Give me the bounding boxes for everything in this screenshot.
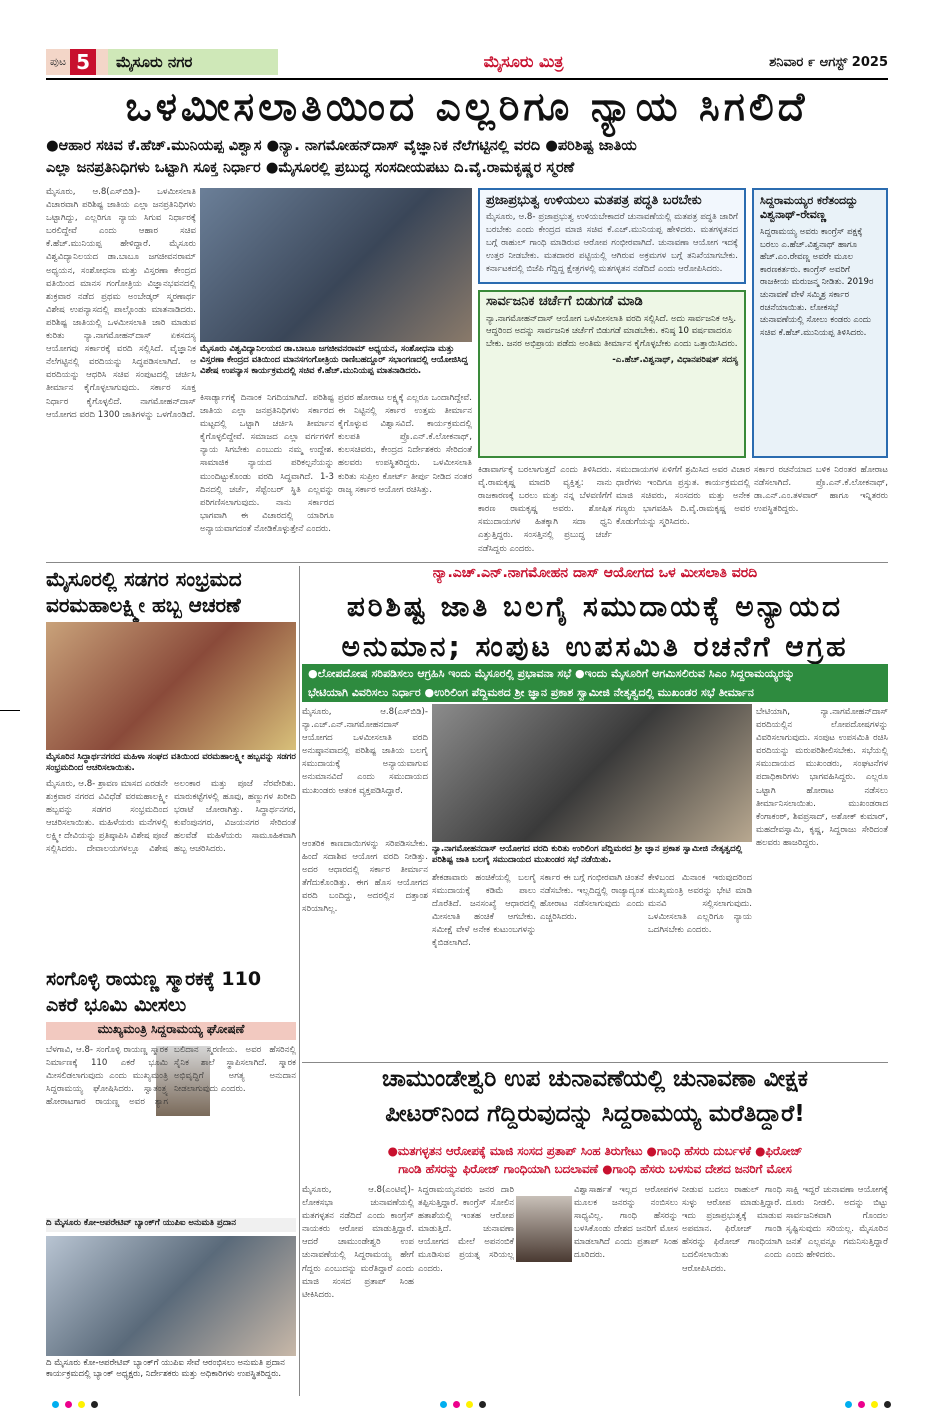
commission-column-1: ಮೈಸೂರು, ಆ.8(ಎಸ್‌ಬಿಡಿ)- ನ್ಯಾ.ಎಚ್.ಎನ್.ನಾಗಮೋಹನದಾಸ್ ಆಯೋಗದ ಒಳಮೀಸಲಾತಿ ವರದಿ ಅನುಷ್ಠಾನವಾದಲ್ಲಿ ಪರಿಶಿಷ್ಟ ಜಾತಿಯ ಬಲಗೈ ಸಮುದಾಯಕ್ಕೆ ಅನ್ಯಾಯವಾಗುವ ಅನುಮಾನವಿದೆ ಎಂದು ಸಮುದಾಯದ ಮುಖಂಡರು ಆತಂಕ ವ್ಯಕ್ತಪಡಿಸಿದ್ದಾರೆ. (302, 707, 428, 796)
commission-tag: ನ್ಯಾ.ಎಚ್.ಎನ್.ನಾಗಮೋಹನ ದಾಸ್ ಆಯೋಗದ ಒಳ ಮೀಸಲಾತಿ ವರದಿ (432, 565, 758, 581)
magenta-dot (858, 1401, 865, 1408)
festival-photo (46, 622, 296, 750)
siddaramaiah-sidebox (752, 188, 888, 458)
commission-bottom-2: ಶೇಕಡಾವಾರು ಹಂಚಿಕೆಯಲ್ಲಿ ಬಲಗೈ ಸಮುದಾಯಕ್ಕೆ ಕಡಿಮೆ ಪಾಲು ದೊರೆತಿದೆ. ಜನಸಂಖ್ಯೆ ಆಧಾರದಲ್ಲಿ ಮೀಸಲಾತಿ ಹಂಚಿಕೆ ಆಗಬೇಕು. ಸಮೀಕ್ಷೆ ವೇಳೆ ಅನೇಕ ಕುಟುಂಬಗಳನ್ನು ಕೈಬಿಡಲಾಗಿದೆ. (432, 873, 536, 949)
chamundeshwari-column-2: ಸಿದ್ದರಾಮಯ್ಯನವರು ಜನರ ದಾರಿ ತಪ್ಪಿಸುತ್ತಿದ್ದಾರೆ. ಕಾಂಗ್ರೆಸ್ ಸೋಲಿನ ಹತಾಶೆಯಲ್ಲಿ ಇಂತಹ ಆರೋಪ ಮಾಡುತ್ತಿದೆ. ಚುನಾವಣಾ ಆಯೋಗದ ಮೇಲೆ ಅಪನಂಬಿಕೆ ಮೂಡಿಸುವ ಪ್ರಯತ್ನ ಸರಿಯಲ್ಲ ಎಂದರು. (418, 1185, 514, 1274)
lead-subhead-1: ●ಆಹಾರ ಸಚಿವ ಕೆ.ಹೆಚ್.ಮುನಿಯಪ್ಪ ವಿಶ್ವಾಸ ●ನ್ಯಾ. ನಾಗಮೋಹನ್‌ದಾಸ್ ವೈಜ್ಞಾನಿಕ ನೆಲೆಗಟ್ಟಿನಲ್ಲಿ ವರದಿ ●ಪರಿಶಿಷ್ಟ ಜಾತಿಯ (46, 138, 637, 154)
festival-body: ಮೈಸೂರು, ಆ.8- ಶ್ರಾವಣ ಮಾಸದ ಎರಡನೇ ಶುಕ್ರವಾರ ನಗರದ ವಿವಿಧೆಡೆ ವರಮಹಾಲಕ್ಷ್ಮೀ ಹಬ್ಬವನ್ನು ಸಡಗರ ಸಂಭ್ರಮದಿಂದ ಆಚರಿಸಲಾಯಿತು. ಮಹಿಳೆಯರು ಮನೆಗಳಲ್ಲಿ ಲಕ್ಷ್ಮೀ ದೇವಿಯನ್ನು ಪ್ರತಿಷ್ಠಾಪಿಸಿ ವಿಶೇಷ ಪೂಜೆ ಸಲ್ಲಿಸಿದರು. ದೇವಾಲಯಗಳಲ್ಲೂ ವಿಶೇಷ ಅಲಂಕಾರ ಮತ್ತು ಪೂಜೆ ನೆರವೇರಿತು. ಮಾರುಕಟ್ಟೆಗಳಲ್ಲಿ ಹೂವು, ಹಣ್ಣುಗಳ ಖರೀದಿ ಭರಾಟೆ ಜೋರಾಗಿತ್ತು. ಸಿದ್ಧಾರ್ಥನಗರ, ಕುವೆಂಪುನಗರ, ವಿಜಯನಗರ ಸೇರಿದಂತೆ ಹಲವೆಡೆ ಮಹಿಳೆಯರು ಸಾಮೂಹಿಕವಾಗಿ ಹಬ್ಬ ಆಚರಿಸಿದರು. (46, 779, 296, 855)
chamundeshwari-headline-1: ಚಾಮುಂಡೇಶ್ವರಿ ಉಪ ಚುನಾವಣೆಯಲ್ಲಿ ಚುನಾವಣಾ ವೀಕ್ಷಕ (382, 1066, 808, 1092)
pratap-simha-photo (516, 1196, 572, 1262)
chamundeshwari-sub-2: ಗಾಂಡಿ ಹೆಸರನ್ನು ಫಿರೋಜ್ ಗಾಂಧಿಯಾಗಿ ಬದಲಾವಣೆ ●ಗಾಂಧಿ ಹೆಸರು ಬಳಸುವ ದೇಶದ ಜನರಿಗೆ ಮೋಸ (398, 1162, 792, 1176)
crop-mark (0, 710, 20, 711)
quote-box (478, 290, 746, 458)
section-name: ಮೈಸೂರು ನಗರ (108, 49, 278, 75)
commission-bullets-1: ●ಲೋಪದೋಷ ಸರಿಪಡಿಸಲು ಆಗ್ರಹಿಸಿ ಇಂದು ಮೈಸೂರಲ್ಲಿ ಪ್ರಭಾವನಾ ಸಭೆ ●ಇಂದು ಮೈಸೂರಿಗೆ ಆಗಮಿಸಲಿರುವ ಸಿಎಂ ಸಿದ್ದರಾಮಯ್ಯರನ್ನು (308, 667, 795, 680)
page-label: ಪುಟ (50, 55, 67, 68)
divider (302, 1062, 888, 1063)
lead-photo (200, 188, 472, 342)
rayanna-body: ಬೆಳಗಾವಿ, ಆ.8- ಸಂಗೊಳ್ಳಿ ರಾಯಣ್ಣ ಸ್ಮಾರಕ ನಿರ್ಮಾಣಕ್ಕೆ 110 ಎಕರೆ ಭೂಮಿ ಮೀಸಲಿಡಲಾಗುವುದು ಎಂದು ಮುಖ್ಯಮಂತ್ರಿ ಸಿದ್ದರಾಮಯ್ಯ ಘೋಷಿಸಿದರು. ಸ್ವಾತಂತ್ರ್ಯ ಹೋರಾಟಗಾರ ರಾಯಣ್ಣ ಅವರ ತ್ಯಾಗ ಬಲಿದಾನ ಸ್ಮರಣೀಯ. ಅವರ ಹೆಸರಿನಲ್ಲಿ ಸೈನಿಕ ಶಾಲೆ ಸ್ಥಾಪಿಸಲಾಗಿದೆ. ಸ್ಮಾರಕ ಅಭಿವೃದ್ಧಿಗೆ ಅಗತ್ಯ ಅನುದಾನ ನೀಡಲಾಗುವುದು ಎಂದರು. (46, 1045, 296, 1108)
commission-bullets-2: ಭೇಟಿಯಾಗಿ ವಿವರಿಸಲು ನಿರ್ಧಾರ ●ಉರಿಲಿಂಗ ಪೆದ್ದಿಮಠದ ಶ್ರೀ ಜ್ಞಾನ ಪ್ರಕಾಶ ಸ್ವಾಮೀಜಿ ನೇತೃತ್ವದಲ್ಲಿ ಮುಖಂಡರ ಸಭೆ ತೀರ್ಮಾನ (308, 686, 754, 699)
quote-box-body: ನ್ಯಾ.ನಾಗಮೋಹನ್‌ದಾಸ್ ಆಯೋಗ ಒಳಮೀಸಲಾತಿ ವರದಿ ಸಲ್ಲಿಸಿದೆ. ಅದು ಸಾರ್ವಜನಿಕ ಆಸ್ತಿ. ಆದ್ದರಿಂದ ಅದನ್ನು ಸಾರ್ವಜನಿಕ ಚರ್ಚೆಗೆ ಬಿಡುಗಡೆ ಮಾಡಬೇಕು. ಕನಿಷ್ಠ 10 ವರ್ಷವಾದರೂ ಬೇಕು. ಜನರ ಅಭಿಪ್ರಾಯ ಪಡೆದು ಅಂತಿಮ ತೀರ್ಮಾನ ಕೈಗೊಳ್ಳಬೇಕು ಎಂದು ಒತ್ತಾಯಿಸಿದರು. (486, 313, 738, 349)
chamundeshwari-headline-2: ಪೀಟರ್‌ನಿಂದ ಗೆದ್ದಿರುವುದನ್ನು ಸಿದ್ದರಾಮಯ್ಯ ಮರೆತಿದ್ದಾರೆ! (385, 1101, 805, 1127)
registration-marks-center (440, 1401, 486, 1408)
lead-column-2: ಕಿಸಾರ್ಡ್ಯಾಗಕ್ಕೆ ದಿನಾಂಕ ನಿಗದಿಯಾಗಿದೆ. ಪರಿಶಿಷ್ಟ ಜಾತಿಯ ಎಲ್ಲಾ ಜನಪ್ರತಿನಿಧಿಗಳು ಸರ್ಕಾರದ ಮಟ್ಟದಲ್ಲಿ ಒಟ್ಟಾಗಿ ಚರ್ಚಿಸಿ ತೀರ್ಮಾನ ಕೈಗೊಳ್ಳಲಿದ್ದೇವೆ. ಸಮಾಜದ ಎಲ್ಲಾ ವರ್ಗಗಳಿಗೆ ನ್ಯಾಯ ಸಿಗಬೇಕು ಎಂಬುದು ನಮ್ಮ ಉದ್ದೇಶ. ಸಾಮಾಜಿಕ ನ್ಯಾಯದ ಪರಿಕಲ್ಪನೆಯನ್ನು ಮುಂದಿಟ್ಟುಕೊಂಡು ವರದಿ ಸಿದ್ಧವಾಗಿದೆ. 1-3 ದಿನದಲ್ಲಿ ಚರ್ಚೆ, ಸೆಪ್ಟೆಂಬರ್ ಸ್ಥಿತಿ ಎಲ್ಲವನ್ನು ಪರಿಗಣಿಸಲಾಗುವುದು. ನಾನು ಸರ್ಕಾರದ ಭಾಗವಾಗಿ ಈ ವಿಚಾರದಲ್ಲಿ ಯಾರಿಗೂ ಅನ್ಯಾಯವಾಗದಂತೆ ನೋಡಿಕೊಳ್ಳುತ್ತೇನೆ ಎಂದರು. (200, 393, 334, 534)
quote-box-title: ಸಾರ್ವಜನಿಕ ಚರ್ಚೆಗೆ ಬಿಡುಗಡೆ ಮಾಡಿ (486, 294, 643, 309)
chamundeshwari-column-5: ಸಾಕ್ಷಿ ಇದ್ದರೆ ಚುನಾವಣಾ ಆಯೋಗಕ್ಕೆ ದೂರು ನೀಡಲಿ. ಅದನ್ನು ಬಿಟ್ಟು ಸಾರ್ವಜನಿಕವಾಗಿ ಗೊಂದಲ ಸೃಷ್ಟಿಸುವುದು ಸರಿಯಲ್ಲ. ಮೈಸೂರಿನ ಜನತೆ ಎಲ್ಲವನ್ನೂ ಗಮನಿಸುತ್ತಿದ್ದಾರೆ ಎಂದು ಹೇಳಿದರು. (786, 1185, 888, 1261)
sidebox-body: ಸಿದ್ದರಾಮಯ್ಯ ಅವರು ಕಾಂಗ್ರೆಸ್ ಪಕ್ಷಕ್ಕೆ ಬರಲು ಎ.ಹೆಚ್.ವಿಶ್ವನಾಥ್ ಹಾಗೂ ಹೆಚ್.ಎಂ.ರೇವಣ್ಣ ಅವರೇ ಮೂಲ ಕಾರಣಕರ್ತರು. ಕಾಂಗ್ರೆಸ್ ಅವರಿಗೆ ರಾಜಕೀಯ ಮರುಜನ್ಮ ನೀಡಿತು. 2019ರ ಚುನಾವಣೆ ವೇಳೆ ಸಮ್ಮಿಶ್ರ ಸರ್ಕಾರ ರಚನೆಯಾಯಿತು. ಲೋಕಸಭೆ ಚುನಾವಣೆಯಲ್ಲಿ ಸೋಲು ಕಂಡರು ಎಂದು ಸಚಿವ ಕೆ.ಹೆಚ್.ಮುನಿಯಪ್ಪ ತಿಳಿಸಿದರು. (760, 227, 874, 338)
registration-marks-right (845, 1401, 891, 1408)
yellow-dot (78, 1401, 85, 1408)
ballot-box-title: ಪ್ರಜಾಪ್ರಭುತ್ವ ಉಳಿಯಲು ಮತಪತ್ರ ಪದ್ಧತಿ ಬರಬೇಕು (486, 193, 702, 208)
rayanna-headline: ಸಂಗೊಳ್ಳಿ ರಾಯಣ್ಣ ಸ್ಮಾರಕಕ್ಕೆ 110 ಎಕರೆ ಭೂಮಿ ಮೀಸಲು (46, 968, 262, 1016)
quote-box-signature: -ಎ.ಹೆಚ್.ವಿಶ್ವನಾಥ್, ವಿಧಾನಪರಿಷತ್ ಸದಸ್ಯ (612, 355, 738, 365)
commission-bottom-3: ಸರ್ಕಾರ ಈ ಬಗ್ಗೆ ಗಂಭೀರವಾಗಿ ಚಿಂತನೆ ನಡೆಸಬೇಕು. ಇಲ್ಲದಿದ್ದಲ್ಲಿ ರಾಜ್ಯಾದ್ಯಂತ ಹೋರಾಟ ನಡೆಸಲಾಗುವುದು ಎಂದು ಎಚ್ಚರಿಸಿದರು. (540, 873, 644, 923)
page-number-box (46, 49, 108, 75)
commission-column-right: ಬೇಟಿಯಾಗಿ, ನ್ಯಾ.ನಾಗಮೋಹನ್‌ದಾಸ್ ವರದಿಯಲ್ಲಿನ ಲೋಪದೋಷಗಳನ್ನು ವಿವರಿಸಲಾಗುವುದು. ಸಂಪುಟ ಉಪಸಮಿತಿ ರಚಿಸಿ ವರದಿಯನ್ನು ಮರುಪರಿಶೀಲಿಸಬೇಕು. ಸಭೆಯಲ್ಲಿ ಸಮುದಾಯದ ಮುಖಂಡರು, ಸಂಘಟನೆಗಳ ಪದಾಧಿಕಾರಿಗಳು ಭಾಗವಹಿಸಿದ್ದರು. ಎಲ್ಲರೂ ಒಟ್ಟಾಗಿ ಹೋರಾಟ ನಡೆಸಲು ತೀರ್ಮಾನಿಸಲಾಯಿತು. ಮುಖಂಡರಾದ ಕೆಂಗಾಕಂಠ್, ಶಿವಪ್ರಸಾದ್, ಅಶೋಕ್ ಕುಮಾರ್, ಮಹದೇವಸ್ವಾಮಿ, ಕೃಷ್ಣ, ಸಿದ್ದರಾಜು ಸೇರಿದಂತೆ ಹಲವರು ಹಾಜರಿದ್ದರು. (756, 707, 888, 848)
cyan-dot (845, 1401, 852, 1408)
divider (46, 562, 888, 563)
commission-headline-1: ಪರಿಶಿಷ್ಟ ಜಾತಿ ಬಲಗೈ ಸಮುದಾಯಕ್ಕೆ ಅನ್ಯಾಯದ (346, 590, 844, 623)
chamundeshwari-sub-1: ●ಮತಗಳ್ಳತನ ಆರೋಪಕ್ಕೆ ಮಾಜಿ ಸಂಸದ ಪ್ರತಾಪ್ ಸಿಂಹ ತಿರುಗೇಟು ●ಗಾಂಧಿ ಹೆಸರು ದುರ್ಬಳಕೆ ●ಫಿರೋಜ್ (387, 1144, 803, 1158)
ballot-box-body: ಮೈಸೂರು, ಆ.8- ಪ್ರಜಾಪ್ರಭುತ್ವ ಉಳಿಯಬೇಕಾದರೆ ಚುನಾವಣೆಯಲ್ಲಿ ಮತಪತ್ರ ಪದ್ಧತಿ ಜಾರಿಗೆ ಬರಬೇಕು ಎಂದು ಕೇಂದ್ರದ ಮಾಜಿ ಸಚಿವ ಕೆ.ಎಚ್.ಮುನಿಯಪ್ಪ ಹೇಳಿದರು. ಮತಗಳ್ಳತನದ ಬಗ್ಗೆ ರಾಹುಲ್ ಗಾಂಧಿ ಮಾಡಿರುವ ಆರೋಪ ಗಂಭೀರವಾಗಿದೆ. ಚುನಾವಣಾ ಆಯೋಗ ಇದಕ್ಕೆ ಉತ್ತರ ನೀಡಬೇಕು. ಮತದಾರರ ಪಟ್ಟಿಯಲ್ಲಿ ಆಗಿರುವ ಅಕ್ರಮಗಳ ಬಗ್ಗೆ ತನಿಖೆಯಾಗಬೇಕು. ಕರ್ನಾಟಕದಲ್ಲಿ ಬಿಜೆಪಿ ಗೆದ್ದಿದ್ದ ಕ್ಷೇತ್ರಗಳಲ್ಲಿ ಮತಗಳ್ಳತನ ನಡೆದಿದೆ ಎಂದು ಆರೋಪಿಸಿದರು. (486, 212, 738, 275)
commission-headline-2: ಅನುಮಾನ; ಸಂಪುಟ ಉಪಸಮಿತಿ ರಚನೆಗೆ ಆಗ್ರಹ (341, 630, 849, 663)
column-divider (299, 566, 300, 1396)
bank-story-title: ದಿ ಮೈಸೂರು ಕೋ-ಆಪರೇಟಿವ್ ಬ್ಯಾಂಕ್‌ಗೆ ಯುಪಿಐ ಅನುಮತಿ ಪ್ರದಾನ (46, 1218, 296, 1232)
chamundeshwari-column-4: ನೀಡುವ ಬದಲು ರಾಹುಲ್ ಗಾಂಧಿ ಸುಳ್ಳು ಆರೋಪ ಮಾಡುತ್ತಿದ್ದಾರೆ. ಇದು ಪ್ರಜಾಪ್ರಭುತ್ವಕ್ಕೆ ಮಾಡುವ ಅಪಮಾನ. ಫಿರೋಜ್ ಗಾಂಡಿ ಹೆಸರನ್ನು ಫಿರೋಜ್ ಗಾಂಧಿಯಾಗಿ ಬದಲಿಸಲಾಯಿತು ಎಂದು ಆರೋಪಿಸಿದರು. (682, 1185, 782, 1274)
registration-marks-left (52, 1401, 98, 1408)
commission-bottom-4: ಕೇಳಿಬಂದ ಮಿನಾಂಕ ಇರುವುದರಿಂದ ಮುಖ್ಯಮಂತ್ರಿ ಅವರನ್ನು ಭೇಟಿ ಮಾಡಿ ಮನವಿ ಸಲ್ಲಿಸಲಾಗುವುದು. ಒಳಮೀಸಲಾತಿ ಎಲ್ಲರಿಗೂ ನ್ಯಾಯ ಒದಗಿಸಬೇಕು ಎಂದರು. (648, 873, 752, 936)
bank-photo (46, 1236, 296, 1356)
masthead (46, 48, 888, 76)
magenta-dot (65, 1401, 72, 1408)
black-dot (479, 1401, 486, 1408)
black-dot (91, 1401, 98, 1408)
lead-photo-caption: ಮೈಸೂರು ವಿಶ್ವವಿದ್ಯಾನಿಲಯದ ಡಾ.ಬಾಬೂ ಜಗಜೀವನರಾಮ್ ಅಧ್ಯಯನ, ಸಂಶೋಧನಾ ಮತ್ತು ವಿಸ್ತರಣಾ ಕೇಂದ್ರದ ವತಿಯಿಂದ ಮಾನಸಗಂಗೋತ್ರಿಯ ರಾಣಿಬಹದ್ದೂರ್ ಸಭಾಂಗಣದಲ್ಲಿ ಆಯೋಜಿಸಿದ್ದ ವಿಶೇಷ ಉಪನ್ಯಾಸ ಕಾರ್ಯಕ್ರಮದಲ್ಲಿ ಸಚಿವ ಕೆ.ಹೆಚ್.ಮುನಿಯಪ್ಪ ಮಾತನಾಡಿದರು. (200, 344, 468, 376)
cyan-dot (440, 1401, 447, 1408)
lead-column-3: ಪ್ರವರ ಹೋರಾಟ ಲಕ್ಷ್ಯಕ್ಕೆ ಎಲ್ಲರೂ ಒಂದಾಗಿದ್ದೇವೆ. ಈ ನಿಟ್ಟಿನಲ್ಲಿ ಸರ್ಕಾರ ಉತ್ತಮ ತೀರ್ಮಾನ ಕೈಗೊಳ್ಳುವ ವಿಶ್ವಾಸವಿದೆ. ಕಾರ್ಯಕ್ರಮದಲ್ಲಿ ಕುಲಪತಿ ಪ್ರೊ.ಎನ್.ಕೆ.ಲೋಕನಾಥ್, ಕುಲಸಚಿವರು, ಕೇಂದ್ರದ ನಿರ್ದೇಶಕರು ಸೇರಿದಂತೆ ಹಲವರು ಉಪಸ್ಥಿತರಿದ್ದರು. ಒಳಮೀಸಲಾತಿ ಕುರಿತು ಸುಪ್ರೀಂ ಕೋರ್ಟ್ ತೀರ್ಪು ನೀಡಿದ ನಂತರ ರಾಜ್ಯ ಸರ್ಕಾರ ಆಯೋಗ ರಚಿಸಿತ್ತು. (338, 393, 472, 495)
chamundeshwari-column-3: ವಿಶ್ವಾಸಾರ್ಹತೆ ಇಲ್ಲದ ಆರೋಪಗಳ ಮೂಲಕ ಜನರನ್ನು ನಂಬಿಸಲು ಸಾಧ್ಯವಿಲ್ಲ. ಗಾಂಧಿ ಹೆಸರನ್ನು ಬಳಸಿಕೊಂಡು ದೇಶದ ಜನರಿಗೆ ಮೋಸ ಮಾಡಲಾಗಿದೆ ಎಂದು ಪ್ರತಾಪ್ ಸಿಂಹ ದೂರಿದರು. (574, 1185, 678, 1261)
lead-tail-column-3: ಸರ್ಕಾರ ರಚನೆಯಾದ ಬಳಿಕ ನಿರಂತರ ಹೋರಾಟ ನಡೆಸಲಾಗಿದೆ. ಪ್ರೊ.ಎನ್.ಕೆ.ಲೋಕನಾಥ್, ಡಾ.ಎನ್.ಎಂ.ತಳವಾರ್ ಹಾಗೂ ಇನ್ನಿತರರು ಉಪಸ್ಥಿತರಿದ್ದರು. (754, 465, 888, 515)
newspaper-name: ಮೈಸೂರು ಮಿತ್ರ (483, 52, 564, 71)
yellow-dot (466, 1401, 473, 1408)
commission-photo (432, 704, 752, 842)
lead-headline: ಒಳಮೀಸಲಾತಿಯಿಂದ ಎಲ್ಲರಿಗೂ ನ್ಯಾಯ ಸಿಗಲಿದೆ (125, 84, 809, 130)
lead-tail-column-2: ಸಮುದಾಯಗಳ ಏಳಿಗೆಗೆ ಶ್ರಮಿಸಿದ ಅವರ ವಿಚಾರ ಧಾರೆಗಳು ಇಂದಿಗೂ ಪ್ರಸ್ತುತ. ಕಾರ್ಯಕ್ರಮದಲ್ಲಿ ಮಾಜಿ ಸಚಿವರು, ಸಂಸದರು ಮತ್ತು ಅನೇಕ ಗಣ್ಯರು ಭಾಗವಹಿಸಿ ದಿ.ವೈ.ರಾಮಕೃಷ್ಣ ಅವರ ಕೊಡುಗೆಯನ್ನು ಸ್ಮರಿಸಿದರು. (616, 465, 750, 528)
chamundeshwari-column-1: ಮೈಸೂರು, ಆ.8(ಎಂಟಿವೈ)- ಲೋಕಸಭಾ ಚುನಾವಣೆಯಲ್ಲಿ ಮತಗಳ್ಳತನ ನಡೆದಿದೆ ಎಂದು ಕಾಂಗ್ರೆಸ್ ನಾಯಕರು ಆರೋಪ ಮಾಡುತ್ತಿದ್ದಾರೆ. ಆದರೆ ಚಾಮುಂಡೇಶ್ವರಿ ಉಪ ಚುನಾವಣೆಯಲ್ಲಿ ಸಿದ್ದರಾಮಯ್ಯ ಹೇಗೆ ಗೆದ್ದರು ಎಂಬುದನ್ನು ಮರೆತಿದ್ದಾರೆ ಎಂದು ಮಾಜಿ ಸಂಸದ ಪ್ರತಾಪ್ ಸಿಂಹ ಟೀಕಿಸಿದರು. (302, 1185, 414, 1300)
lead-tail-column-1: ಕಿಡಾವಾರ್ಗಕ್ಕೆ ಬರಲಾಗುತ್ತದೆ ಎಂದು ತಿಳಿಸಿದರು. ವೈ.ರಾಮಕೃಷ್ಣ ಮಾದರಿ ವ್ಯಕ್ತಿತ್ವ: ನಾನು ರಾಜಕಾರಣಕ್ಕೆ ಬರಲು ಮತ್ತು ನನ್ನ ಬೆಳವಣಿಗೆಗೆ ಕಾರಣ ರಾಮಕೃಷ್ಣ ಅವರು. ಶೋಷಿತ ಸಮುದಾಯಗಳ ಹಿತಕ್ಕಾಗಿ ಸದಾ ಧ್ವನಿ ಎತ್ತುತ್ತಿದ್ದರು. ಸಂಸತ್ತಿನಲ್ಲಿ ಪ್ರಬುದ್ಧ ಚರ್ಚೆ ನಡೆಸಿದ್ದರು ಎಂದರು. (478, 465, 612, 554)
cyan-dot (52, 1401, 59, 1408)
lead-subhead-2: ಎಲ್ಲಾ ಜನಪ್ರತಿನಿಧಿಗಳು ಒಟ್ಟಾಗಿ ಸೂಕ್ತ ನಿರ್ಧಾರ ●ಮೈಸೂರಲ್ಲಿ ಪ್ರಬುದ್ಧ ಸಂಸದೀಯಪಟು ದಿ.ವೈ.ರಾಮಕೃಷ್ಣರ ಸ್ಮರಣೆ (46, 160, 575, 176)
masthead-rule (46, 78, 888, 80)
page-number: 5 (70, 49, 96, 75)
commission-photo-caption: ನ್ಯಾ.ನಾಗಮೋಹನದಾಸ್ ಆಯೋಗದ ವರದಿ ಕುರಿತು ಉರಿಲಿಂಗ ಪೆದ್ದಿಮಠದ ಶ್ರೀ ಜ್ಞಾನ ಪ್ರಕಾಶ ಸ್ವಾಮೀಜಿ ನೇತೃತ್ವದಲ್ಲಿ ಪರಿಶಿಷ್ಟ ಜಾತಿ ಬಲಗೈ ಸಮುದಾಯದ ಮುಖಂಡರ ಸಭೆ ನಡೆಯಿತು. (432, 844, 743, 865)
ballot-box-story (478, 188, 746, 284)
black-dot (884, 1401, 891, 1408)
sidebox-title: ಸಿದ್ದರಾಮಯ್ಯರ ಕರೆತಂದದ್ದು ವಿಶ್ವನಾಥ್-ರೇವಣ್ಣ (760, 194, 858, 221)
issue-date: ಶನಿವಾರ ೯ ಆಗಸ್ಟ್ 2025 (769, 54, 888, 70)
festival-photo-caption: ಮೈಸೂರಿನ ಸಿದ್ಧಾರ್ಥನಗರದ ಮಹಿಳಾ ಸಂಘದ ವತಿಯಿಂದ ವರಮಹಾಲಕ್ಷ್ಮೀ ಹಬ್ಬವನ್ನು ಸಡಗರ ಸಂಭ್ರಮದಿಂದ ಆಚರಿಸಲಾಯಿತು. (46, 752, 296, 773)
yellow-dot (871, 1401, 878, 1408)
commission-bottom-1: ಆಂತರಿಕ ಕಾಣದಾಯಿಗಳನ್ನು ಸರಿಪಡಿಸಬೇಕು. ಹಿಂದೆ ಸದಾಶಿವ ಆಯೋಗ ವರದಿ ನೀಡಿತ್ತು. ಅದರ ಆಧಾರದಲ್ಲಿ ಸರ್ಕಾರ ತೀರ್ಮಾನ ತೆಗೆದುಕೊಂಡಿತ್ತು. ಈಗ ಹೊಸ ಆಯೋಗದ ವರದಿ ಬಂದಿದ್ದು, ಅದರಲ್ಲಿನ ದತ್ತಾಂಶ ಸರಿಯಾಗಿಲ್ಲ. (302, 839, 428, 915)
rayanna-strap: ಮುಖ್ಯಮಂತ್ರಿ ಸಿದ್ದರಾಮಯ್ಯ ಘೋಷಣೆ (46, 1022, 296, 1040)
lead-column-1: ಮೈಸೂರು, ಆ.8(ಎಸ್‌ಬಿಡಿ)- ಒಳಮೀಸಲಾತಿ ವಿಚಾರವಾಗಿ ಪರಿಶಿಷ್ಟ ಜಾತಿಯ ಎಲ್ಲಾ ಜನಪ್ರತಿನಿಧಿಗಳು ಒಟ್ಟಾಗಿದ್ದು, ಎಲ್ಲರಿಗೂ ನ್ಯಾಯ ಸಿಗುವ ನಿರ್ಧಾರಕ್ಕೆ ಬರಲಿದ್ದೇವೆ ಎಂದು ಆಹಾರ ಸಚಿವ ಕೆ.ಹೆಚ್.ಮುನಿಯಪ್ಪ ಹೇಳಿದ್ದಾರೆ. ಮೈಸೂರು ವಿಶ್ವವಿದ್ಯಾನಿಲಯದ ಡಾ.ಬಾಬೂ ಜಗಜೀವನರಾಮ್ ಅಧ್ಯಯನ, ಸಂಶೋಧನಾ ಮತ್ತು ವಿಸ್ತರಣಾ ಕೇಂದ್ರದ ವತಿಯಿಂದ ಮಾನಸ ಗಂಗೋತ್ರಿಯ ವಿಜ್ಞಾನಭವನದಲ್ಲಿ ಶುಕ್ರವಾರ ನಡೆದ ಪ್ರಥಮ ಅಂಬೇಡ್ಕರ್ ಸ್ಮರಣಾರ್ಥ ವಿಶೇಷ ಉಪನ್ಯಾಸದಲ್ಲಿ ಪಾಲ್ಗೊಂಡು ಮಾತನಾಡಿದರು. ಪರಿಶಿಷ್ಟ ಜಾತಿಯಲ್ಲಿ ಒಳಮೀಸಲಾತಿ ಜಾರಿ ಮಾಡುವ ಕುರಿತು ನ್ಯಾ.ನಾಗಮೋಹನ್‌ದಾಸ್ ಏಕಸದಸ್ಯ ಆಯೋಗವು ಸರ್ಕಾರಕ್ಕೆ ವರದಿ ಸಲ್ಲಿಸಿದೆ. ವೈಜ್ಞಾನಿಕ ನೆಲೆಗಟ್ಟಿನಲ್ಲಿ ವರದಿಯನ್ನು ಸಿದ್ಧಪಡಿಸಲಾಗಿದೆ. ಆ ವರದಿಯನ್ನು ಆಧರಿಸಿ ಸಚಿವ ಸಂಪುಟದಲ್ಲಿ ಚರ್ಚಿಸಿ ತೀರ್ಮಾನ ಕೈಗೊಳ್ಳಲಾಗುವುದು. ಸರ್ಕಾರ ಸೂಕ್ತ ನಿರ್ಧಾರ ಕೈಗೊಳ್ಳಲಿದೆ. ನಾಗಮೋಹನ್‌ದಾಸ್ ಆಯೋಗದ ವರದಿ 1300 ಜಾತಿಗಳನ್ನು ಒಳಗೊಂಡಿದೆ. (46, 187, 196, 420)
commission-bullets (302, 664, 888, 702)
festival-headline: ಮೈಸೂರಲ್ಲಿ ಸಡಗರ ಸಂಭ್ರಮದ ವರಮಹಾಲಕ್ಷ್ಮೀ ಹಬ್ಬ ಆಚರಣೆ (46, 567, 242, 617)
magenta-dot (453, 1401, 460, 1408)
bank-photo-caption: ದಿ ಮೈಸೂರು ಕೋ-ಆಪರೇಟಿವ್ ಬ್ಯಾಂಕ್‌ಗೆ ಯುಪಿಐ ಸೇವೆ ಆರಂಭಿಸಲು ಅನುಮತಿ ಪ್ರದಾನ ಕಾರ್ಯಕ್ರಮದಲ್ಲಿ ಬ್ಯಾಂಕ್ ಅಧ್ಯಕ್ಷರು, ನಿರ್ದೇಶಕರು ಮತ್ತು ಅಧಿಕಾರಿಗಳು ಉಪಸ್ಥಿತರಿದ್ದರು. (46, 1358, 285, 1379)
